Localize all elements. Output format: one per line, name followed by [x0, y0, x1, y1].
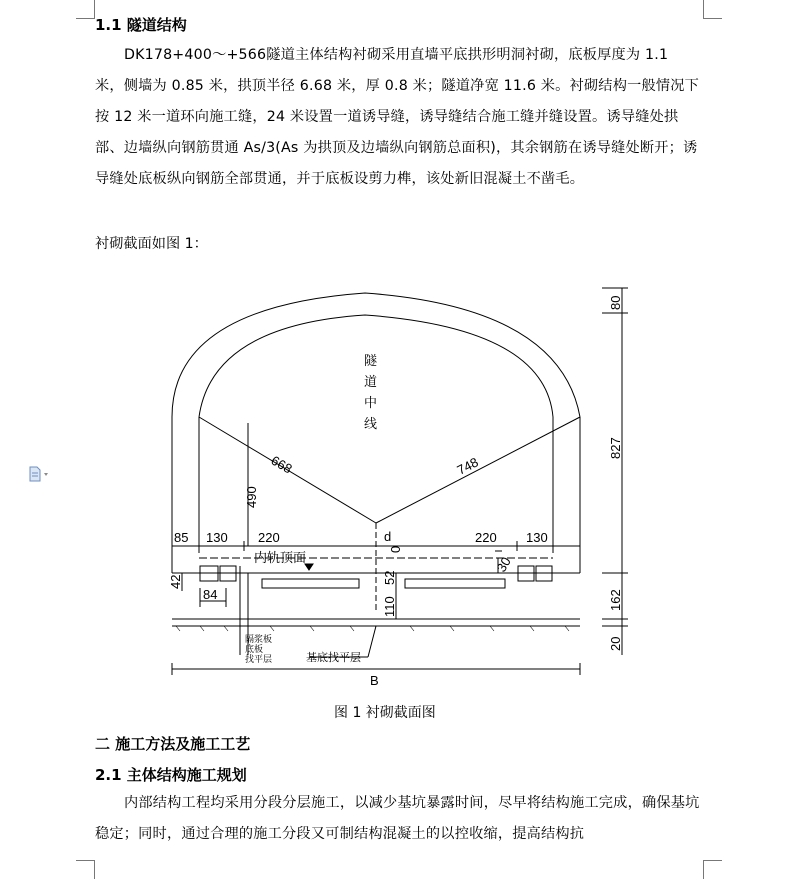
layer-label-2: 底板 [245, 644, 264, 654]
dim-490-label: 490 [244, 486, 259, 508]
dim-110-label: 110 [382, 596, 397, 617]
base-level-label: 基底找平层 [306, 652, 361, 664]
radius-668-label: 668 [268, 452, 295, 477]
layer-label-1: 隔浆板 [245, 634, 273, 644]
figure-caption: 图 1 衬砌截面图 [334, 705, 436, 721]
document-options-icon[interactable] [28, 466, 50, 482]
dim-20-label: 20 [608, 636, 623, 651]
width-B-label: B [370, 673, 379, 688]
dim-d-label: d [384, 529, 392, 544]
section-heading-2: 二 施工方法及施工工艺 [95, 735, 251, 753]
dim-0-label: 0 [388, 545, 403, 553]
section-heading-1-1: 1.1 隧道结构 [95, 16, 187, 34]
page-corner-mark-top-right [703, 0, 722, 19]
dim-827-label: 827 [608, 437, 623, 459]
paragraph-construction-plan: 内部结构工程均采用分段分层施工，以减少基坑暴露时间，尽早将结构施工完成，确保基坑稳定；同时，通过合理的施工分段又可制结构混凝土的以控收缩，提高结构抗 [95, 795, 700, 842]
dim-84-label: 84 [203, 587, 218, 602]
centerline-label: 隧道中线 [364, 353, 378, 431]
dim-85-label: 85 [174, 530, 189, 545]
dim-80-label: 80 [608, 295, 623, 310]
page-corner-mark-bottom-right [703, 860, 722, 879]
lining-section-drawing [160, 283, 640, 688]
paragraph-tunnel-structure: DK178+400～+566隧道主体结构衬砌采用直墙平底拱形明洞衬砌，底板厚度为 1.1 米，侧墙为 0.85 米，拱顶半径 6.68 米，厚 0.8 米；隧道净宽 11.6 米。衬砌结构一般情况下按 12 米一道环向施工缝，24 米设置一道诱导缝，诱导缝结合施工缝并缝设置。诱导缝处拱部、边墙纵向钢筋贯通 As/3(As 为拱顶及边墙纵向钢筋总面积)，其余钢筋在诱导缝处断开；诱导缝处底板纵向钢筋全部贯通，并于底板设剪力榫，该处新旧混凝土不凿毛。 [95, 47, 700, 187]
figure-intro-text: 衬砌截面如图 1： [95, 236, 208, 252]
dim-52-label: 52 [382, 570, 397, 585]
dim-220-right-label: 220 [475, 530, 497, 545]
dim-130-left-label: 130 [206, 530, 228, 545]
dim-162-label: 162 [608, 589, 623, 611]
rail-top-label: 内轨顶面 [254, 550, 307, 565]
dim-30-label: 30 [493, 554, 514, 575]
page-corner-mark-top-left [76, 0, 95, 19]
layer-label-3: 找平层 [245, 654, 273, 664]
dim-220-left-label: 220 [258, 530, 280, 545]
section-heading-2-1: 2.1 主体结构施工规划 [95, 766, 247, 784]
radius-748-label: 748 [454, 454, 481, 478]
dim-130-right-label: 130 [526, 530, 548, 545]
page-corner-mark-bottom-left [76, 860, 95, 879]
dim-42-label: 42 [168, 574, 183, 589]
